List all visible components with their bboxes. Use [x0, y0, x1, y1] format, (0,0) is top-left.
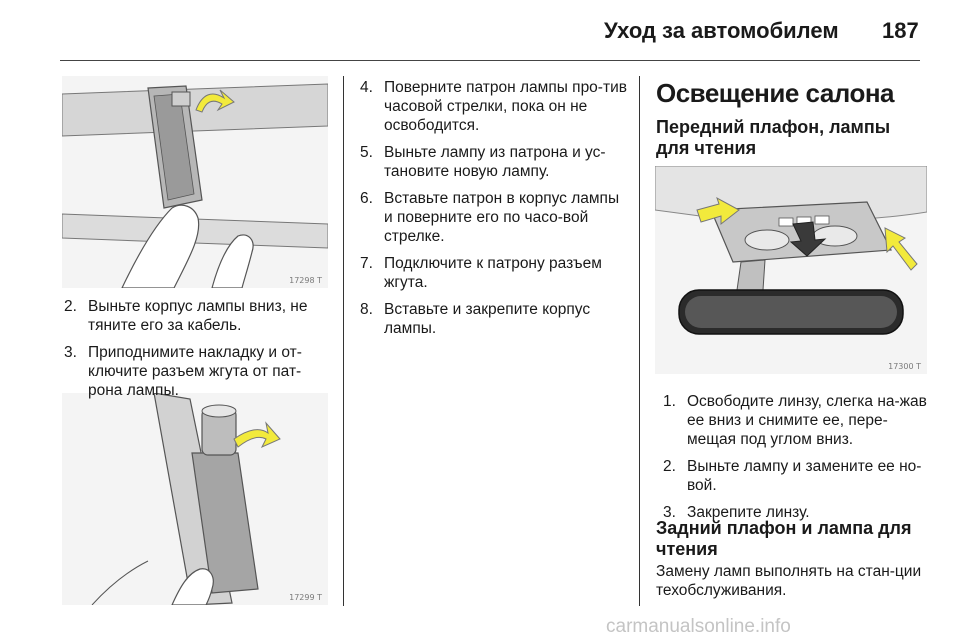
column-divider-2 — [639, 76, 640, 606]
list-item — [663, 457, 928, 495]
rear-light-note: Замену ламп выполнять на стан-ции техобслуживания. — [656, 563, 922, 599]
step-text: Поверните патрон лампы про-тив часовой стрелки, пока он не освободится. — [384, 79, 627, 134]
steps-list-col1 — [64, 297, 334, 408]
step-number: 3. — [663, 504, 676, 521]
list-item — [360, 300, 630, 338]
subheading-rear-light: Задний плафон и лампа для чтения — [656, 518, 912, 559]
list-item — [64, 343, 334, 400]
step-number: 7. — [360, 255, 373, 272]
lamp-housing-illustration — [62, 76, 328, 288]
figure-bulb-holder — [62, 393, 328, 605]
list-item — [663, 392, 928, 449]
subheading-front-light: Передний плафон, лампы для чтения — [656, 117, 891, 158]
steps-list-col2 — [360, 78, 630, 346]
step-text: Подключите к патрону разъем жгута. — [384, 255, 602, 291]
step-text: Приподнимите накладку и от-ключите разъем жгута от пат-рона лампы. — [88, 344, 302, 399]
list-item — [64, 297, 334, 335]
step-number: 2. — [64, 298, 77, 315]
figure-code: 17298 T — [289, 276, 322, 285]
step-text: Закрепите линзу. — [687, 504, 810, 521]
watermark: carmanualsonline.info — [606, 616, 791, 637]
step-text: Выньте корпус лампы вниз, не тяните его за кабель. — [88, 298, 308, 334]
header-divider — [60, 60, 920, 61]
step-text: Освободите линзу, слегка на-жав ее вниз и снимите ее, пере-мещая под углом вниз. — [687, 393, 927, 448]
list-item — [360, 143, 630, 181]
figure-code: 17300 T — [888, 362, 921, 371]
step-text: Вставьте патрон в корпус лампы и поверните его по часо-вой стрелке. — [384, 190, 620, 245]
step-text: Выньте лампу из патрона и ус-тановите новую лампу. — [384, 144, 606, 180]
figure-lamp-housing-removal — [62, 76, 328, 288]
step-text: Вставьте и закрепите корпус лампы. — [384, 301, 591, 337]
bulb-holder-illustration — [62, 393, 328, 605]
section-title: Освещение салона — [656, 78, 895, 108]
steps-list-col3 — [663, 392, 928, 530]
figure-front-dome-light — [655, 166, 927, 374]
header-title: Уход за автомобилем — [604, 18, 839, 43]
list-item — [360, 189, 630, 246]
page-number: 187 — [882, 18, 919, 43]
list-item — [360, 254, 630, 292]
step-number: 6. — [360, 190, 373, 207]
step-number: 4. — [360, 79, 373, 96]
step-text: Выньте лампу и замените ее но-вой. — [687, 458, 922, 494]
dome-light-illustration — [655, 166, 927, 374]
step-number: 3. — [64, 344, 77, 361]
step-number: 8. — [360, 301, 373, 318]
step-number: 1. — [663, 393, 676, 410]
figure-code: 17299 T — [289, 593, 322, 602]
list-item — [360, 78, 630, 135]
step-number: 5. — [360, 144, 373, 161]
column-divider-1 — [343, 76, 344, 606]
step-number: 2. — [663, 458, 676, 475]
